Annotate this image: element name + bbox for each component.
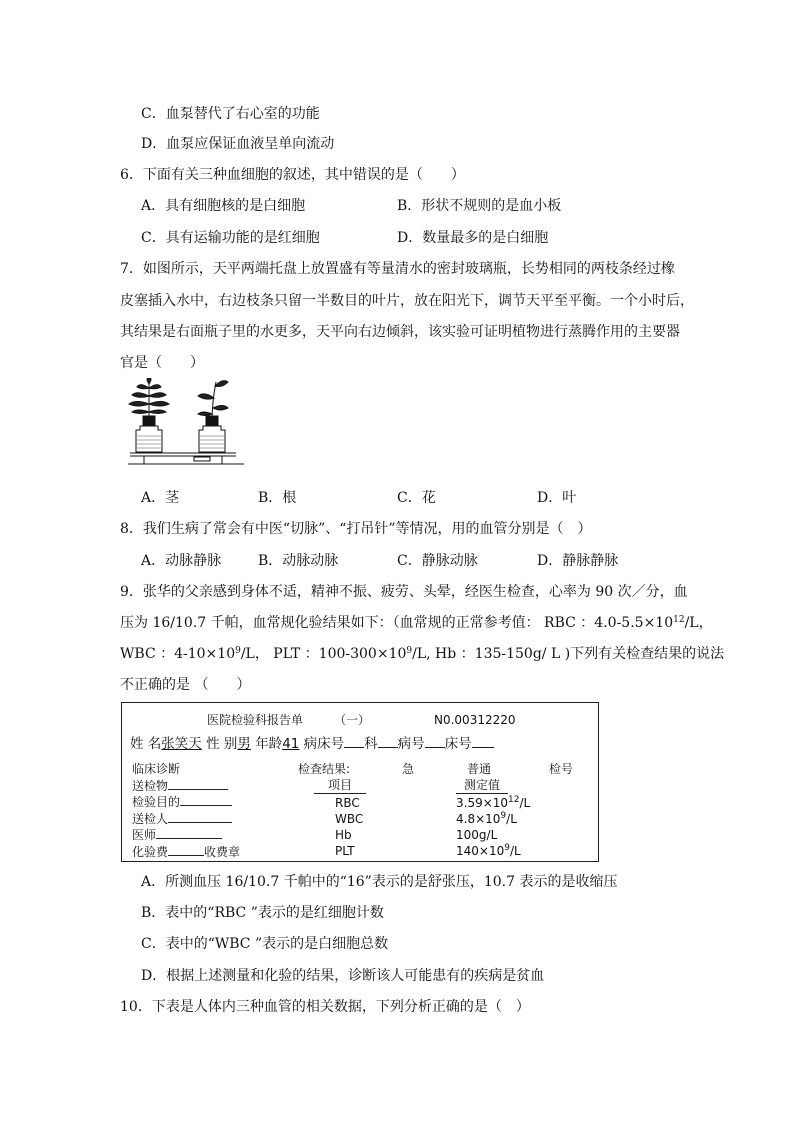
report-fee-line: 化验费 收费章 [132, 845, 241, 859]
patient-sex: 男 [237, 736, 251, 752]
q9-option-d: D．根据上述测量和化验的结果，诊断该人可能患有的疾病是贫血 [141, 968, 545, 984]
report-measured-header: 测定值 [456, 778, 508, 794]
q8-stem: 8．我们生病了常会有中医“切脉”、“打吊针”等情况，用的血管分别是（ ） [120, 521, 592, 537]
report-urgent-label: 急 [402, 762, 415, 776]
left-bottle [136, 416, 162, 452]
report-item-header: 项目 [314, 778, 366, 794]
report-person-line: 送检人 [132, 811, 232, 827]
patient-age: 41 [282, 736, 300, 752]
report-item-hb: Hb [335, 828, 352, 842]
balance-base [128, 453, 244, 464]
q9-line-1: 9．张华的父亲感到身体不适，精神不振、疲劳、头晕，经医生检查，心率为 90 次／分，血 [120, 584, 688, 600]
q9-option-b: B．表中的“RBC ”表示的是红细胞计数 [141, 905, 384, 921]
report-sender-line: 送检物 [132, 778, 228, 794]
q5-option-d: D．血泵应保证血液呈单向流动 [141, 136, 335, 152]
report-value-rbc: $3.59\times 10^{12}/L$ [456, 795, 531, 810]
q9-option-c: C．表中的“WBC ”表示的是白细胞总数 [141, 936, 389, 952]
q7-line-1: 7．如图所示，天平两端托盘上放置盛有等量清水的密封玻璃瓶，长势相同的两枝条经过橡 [120, 261, 675, 277]
q8-option-c: C．静脉动脉 [397, 553, 478, 569]
report-patient-line: 姓 名张笑天 性 别男 年龄41 病床号 科 病号 床号 [130, 736, 494, 752]
q9-option-a: A．所测血压 16/10.7 千帕中的“16”表示的是舒张压，10.7 表示的是收缩压 [141, 874, 618, 890]
q7-line-3: 其结果是右面瓶子里的水更多，天平向右边倾斜，该实验可证明植物进行蒸腾作用的主要器 [120, 324, 680, 340]
lab-report-table [121, 702, 599, 862]
q10-stem: 10．下表是人体内三种血管的相关数据，下列分析正确的是（ ） [120, 999, 530, 1015]
q5-option-c: C．血泵替代了右心室的功能 [141, 106, 320, 122]
patient-name: 张笑天 [161, 736, 202, 752]
q7-option-b: B．根 [258, 490, 297, 506]
q8-option-a: A．动脉静脉 [141, 553, 222, 569]
report-doctor-line: 医师 [132, 827, 222, 843]
report-check-no-label: 检号 [549, 762, 574, 776]
q7-option-c: C．花 [397, 490, 436, 506]
q7-line-4: 官是（ ） [120, 355, 204, 371]
report-value-wbc: $4.8\times 10^9/L$ [456, 811, 517, 826]
report-item-wbc: WBC [335, 812, 364, 826]
report-purpose-line: 检验目的 [132, 794, 232, 810]
balance-experiment-figure [124, 378, 252, 470]
q6-option-d: D．数量最多的是白细胞 [397, 230, 549, 246]
report-title: 医院检验科报告单 [207, 713, 304, 727]
q7-line-2: 皮塞插入水中，右边枝条只留一半数目的叶片，放在阳光下，调节天平至平衡。一个小时后， [120, 293, 694, 309]
q9-line-2: 压为 16/10.7 千帕，血常规化验结果如下：（血常规的正常参考值： RBC ：$4.0-5.5\times 10^{12}/L$， [120, 615, 713, 631]
right-bottle [199, 416, 225, 452]
q8-option-b: B．动脉动脉 [258, 553, 339, 569]
q6-option-c: C．具有运输功能的是红细胞 [141, 230, 320, 246]
report-value-plt: $140\times 10^9/L$ [456, 843, 521, 858]
q6-stem: 6．下面有关三种血细胞的叙述，其中错误的是（ ） [120, 167, 465, 183]
q9-line-3: WBC ：$4-10\times 10^9/L$， PLT ：$100-300\times 10^9/L$, Hb ：135-150g/ L )下列有关检查结果的说法 [120, 646, 725, 662]
q6-option-b: B．形状不规则的是血小板 [397, 198, 562, 214]
report-paren: （一） [334, 713, 371, 727]
report-item-plt: PLT [335, 844, 355, 858]
q6-option-a: A．具有细胞核的是白细胞 [141, 198, 306, 214]
q8-option-d: D．静脉静脉 [537, 553, 619, 569]
report-item-rbc: RBC [335, 796, 360, 810]
report-result-label: 检查结果: [298, 762, 351, 776]
q9-line-4: 不正确的是 （ ） [120, 677, 251, 693]
q7-option-a: A．茎 [141, 490, 180, 506]
left-plant [129, 378, 169, 422]
report-normal-label: 普通 [467, 762, 492, 776]
report-diagnosis-label: 临床诊断 [132, 762, 181, 776]
report-number: N0.00312220 [434, 713, 516, 727]
report-value-hb: 100g/L [456, 828, 498, 842]
q7-option-d: D．叶 [537, 490, 577, 506]
